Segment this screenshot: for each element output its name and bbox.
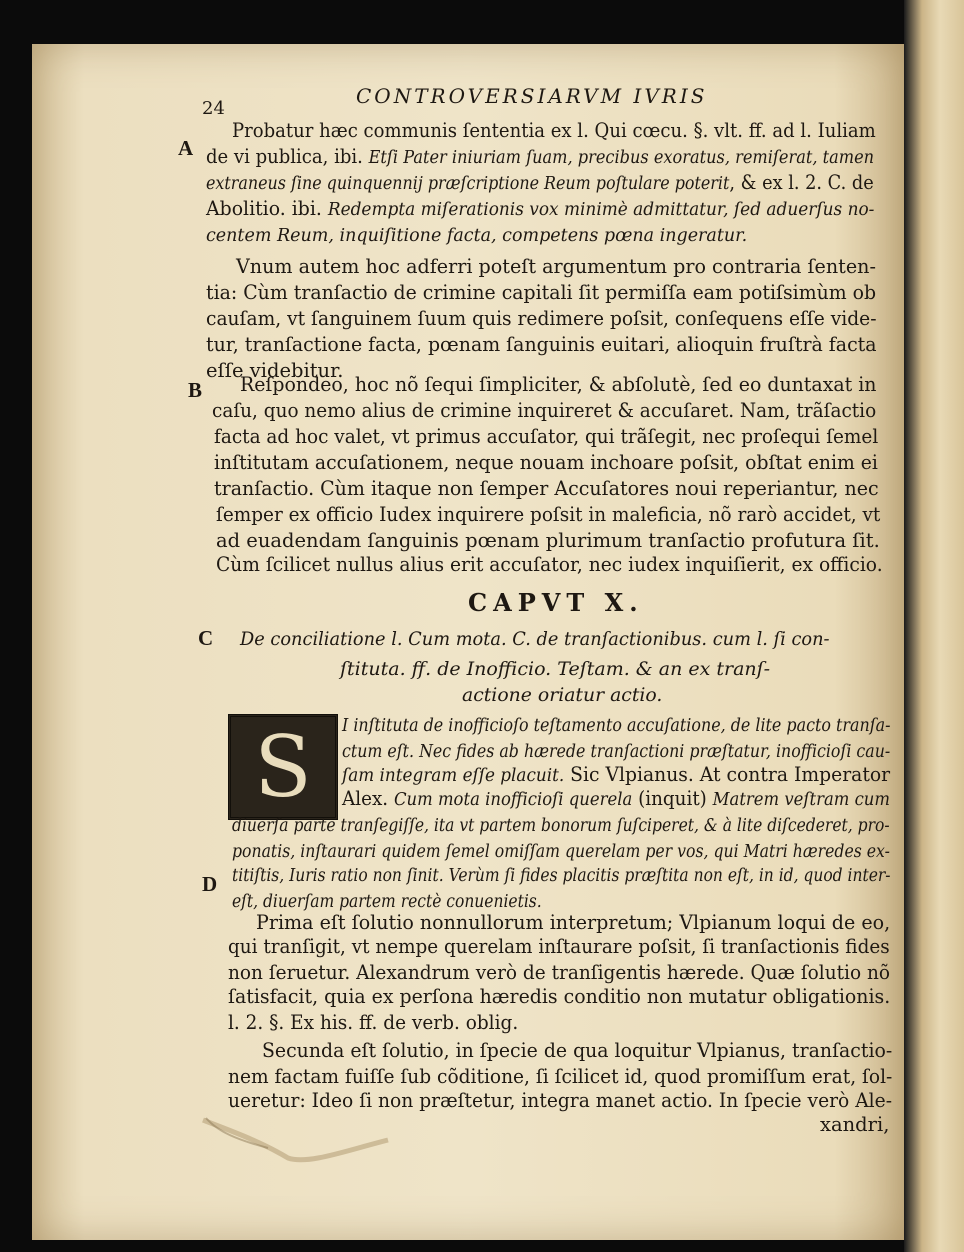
text-line	[206, 144, 875, 171]
text-line	[216, 502, 881, 528]
text-run: (inquit)	[632, 787, 713, 810]
italic-run: ſam integram eſſe placuit.	[342, 766, 565, 786]
italic-run: Cum mota inofficioſi querela	[393, 790, 633, 810]
text-line	[206, 170, 874, 197]
text-line	[206, 196, 875, 223]
text-run: tur, tranſactione facta, pœnam ſanguinis euitari, alioquin fruſtrà facta	[206, 333, 877, 356]
rubric-line: actione oriatur actio.	[462, 684, 663, 706]
text-line	[214, 476, 879, 502]
text-run: de vi publica, ibi.	[206, 145, 369, 168]
italic-run: Redempta miſerationis vox minimè admittatur, ſed aduerſus no-	[327, 200, 875, 220]
text-run: ſemper ex officio Iudex inquirere poſsit in maleficia, nõ rarò accidet, vt	[216, 503, 881, 526]
text-run: non ſeruetur. Alexandrum verò de tranſigentis hærede. Quæ ſolutio nõ	[228, 961, 890, 984]
italic-run: eſt, diuerſam partem rectè conuenietis.	[232, 892, 542, 912]
italic-run: ctum eſt. Nec fides ab hærede tranſactioni præſtatur, inofficioſi cau-	[342, 742, 891, 762]
text-line	[236, 254, 876, 280]
running-title: CONTROVERSIARVM IVRIS	[356, 84, 708, 108]
rubric-line: ſtituta. ff. de Inofficio. Teſtam. & an ex tranſ-	[340, 658, 771, 680]
drop-initial: S	[228, 714, 338, 820]
italic-run: diuerſa parte tranſegiſſe, ita vt partem bonorum ſuſciperet, & à lite diſcederet, pro-	[232, 816, 890, 836]
page-edge	[904, 0, 964, 1252]
text-line	[214, 424, 879, 450]
text-line	[228, 984, 891, 1010]
text-run: Probatur hæc communis ſententia ex l. Qui cœcu. §. vlt. ff. ad l. Iuliam	[232, 119, 876, 142]
text-line	[256, 910, 891, 936]
text-run: Alex.	[342, 787, 394, 810]
text-line	[216, 528, 880, 554]
text-run: Secunda eſt ſolutio, in ſpecie de qua loquitur Vlpianus, tranſactio-	[262, 1039, 893, 1062]
text-run: Vnum autem hoc adferri poteſt argumentum pro contraria ſenten-	[236, 255, 876, 278]
text-line	[232, 812, 890, 839]
text-line	[212, 398, 877, 424]
chapter-title: CAPVT X.	[468, 588, 644, 617]
text-run: qui tranſigit, vt nempe querelam inſtaurare poſsit, ſi tranſactionis fides	[228, 935, 890, 958]
text-line	[206, 280, 877, 306]
text-run: Prima eſt ſolutio nonnullorum interpretum; Vlpianum loqui de eo,	[256, 911, 891, 934]
page-number: 24	[202, 98, 225, 119]
italic-run: centem Reum, inquiſitione facta, competens pœna ingeratur.	[206, 226, 748, 246]
text-line	[206, 222, 766, 249]
text-line	[820, 1112, 890, 1138]
text-line	[206, 332, 877, 358]
text-line	[228, 1064, 893, 1090]
text-run: ad euadendam ſanguinis pœnam plurimum tranſactio profutura ſit.	[216, 529, 880, 552]
margin-letter-d: D	[202, 872, 218, 896]
text-run: facta ad hoc valet, vt primus accuſator, qui trãſegit, nec proſequi ſemel	[214, 425, 879, 448]
text-run: Reſpondeo, hoc nõ ſequi ſimpliciter, & abſolutè, ſed eo duntaxat in	[240, 373, 877, 396]
text-line	[228, 934, 890, 960]
text-line	[342, 712, 891, 739]
text-run: inſtitutam accuſationem, neque nouam inchoare poſsit, obſtat enim ei	[214, 451, 878, 474]
text-run: nem factam fuiſſe ſub cõditione, ſi ſcilicet id, quod promiſſum erat, ſol-	[228, 1065, 893, 1088]
italic-run: I inſtituta de inofficioſo teſtamento accuſatione, de lite pacto tranſa-	[342, 716, 891, 736]
text-run: eſſe videbitur.	[206, 359, 344, 382]
text-line	[232, 862, 891, 889]
text-run: ſatisfacit, quia ex perſona hæredis conditio non mutatur obligationis.	[228, 985, 891, 1008]
margin-letter-c: C	[198, 626, 214, 650]
text-line	[240, 372, 877, 398]
text-run: tranſactio. Cùm itaque non ſemper Accuſatores noui reperiantur, nec	[214, 477, 879, 500]
text-line	[216, 552, 883, 578]
paper-stain-icon	[198, 1110, 398, 1170]
text-run: l. 2. §. Ex his. ff. de verb. oblig.	[228, 1011, 519, 1034]
text-run: tia: Cùm tranſactio de crimine capitali ſit permiſſa eam potiſsimùm ob	[206, 281, 877, 304]
italic-run: extraneus ſine quinquennij præſcriptione Reum poſtulare poterit	[206, 174, 730, 194]
text-line	[214, 450, 878, 476]
text-line	[342, 762, 891, 789]
text-run: cauſam, vt ſanguinem ſuum quis redimere poſsit, conſequens eſſe vide-	[206, 307, 877, 330]
italic-run: ponatis, inſtaurari quidem ſemel omiſſam querelam per vos, qui Matri hæredes ex-	[232, 842, 890, 862]
text-run: Abolitio. ibi.	[206, 197, 328, 220]
italic-run: Matrem veſtram cum	[712, 790, 890, 810]
italic-run: Etſi Pater iniuriam ſuam, precibus exoratus, remiſerat, tamen	[368, 148, 875, 168]
margin-letter-b: B	[188, 378, 203, 402]
margin-letter-a: A	[178, 136, 194, 160]
text-line	[342, 786, 890, 813]
text-run: xandri,	[820, 1113, 890, 1136]
rubric-line: De conciliatione l. Cum mota. C. de tranſactionibus. cum l. ſi con-	[240, 628, 830, 650]
text-line	[232, 838, 890, 865]
text-line	[262, 1038, 893, 1064]
italic-run: titiſtis, Iuris ratio non ſinit. Verùm ſi fides placitis præſtita non eſt, in id, quod inter-	[232, 866, 891, 886]
text-run: Cùm ſcilicet nullus alius erit accuſator, nec iudex inquiſierit, ex officio.	[216, 553, 883, 576]
text-run: caſu, quo nemo alius de crimine inquireret & accuſaret. Nam, trãſactio	[212, 399, 877, 422]
text-line	[342, 738, 891, 765]
text-line	[228, 960, 890, 986]
text-run: Sic Vlpianus. At contra Imperator	[564, 763, 891, 786]
text-line	[232, 118, 876, 144]
text-run: , & ex l. 2. C. de	[729, 171, 874, 194]
text-run: ueretur: Ideo ſi non præſtetur, integra manet actio. In ſpecie verò Ale-	[228, 1089, 893, 1112]
text-line	[228, 1010, 519, 1036]
text-line	[206, 306, 877, 332]
